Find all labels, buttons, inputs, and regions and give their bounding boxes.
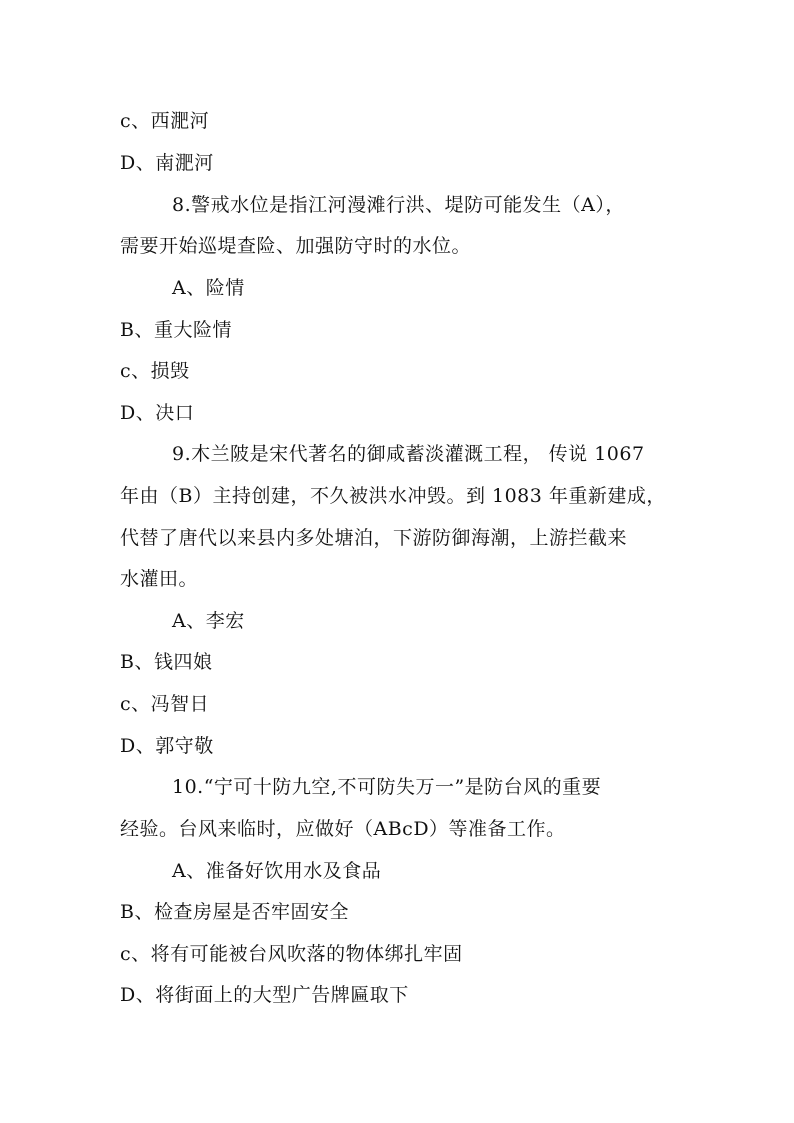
question-10-line-1: 10.“宁可十防九空,不可防失万一”是防台风的重要	[172, 776, 602, 798]
option-d-q7: D、南淝河	[120, 152, 214, 174]
question-8-line-1: 8.警戒水位是指江河漫滩行洪、堤防可能发生（A），	[172, 194, 625, 216]
question-8-line-2: 需要开始巡堤查险、加强防守时的水位。	[120, 235, 472, 257]
question-9-line-3: 代替了唐代以来县内多处塘泊，下游防御海潮，上游拦截来	[120, 527, 628, 549]
option-b-q9: B、钱四娘	[120, 651, 213, 673]
question-9-line-2: 年由（B）主持创建，不久被洪水冲毁。到 1083 年重新建成，	[120, 485, 666, 507]
option-a-q10: A、准备好饮用水及食品	[172, 860, 382, 882]
option-d-q9: D、郭守敬	[120, 735, 214, 757]
option-a-q9: A、李宏	[172, 610, 245, 632]
option-a-q8: A、险情	[172, 277, 245, 299]
question-10-line-2: 经验。台风来临时，应做好（ABcD）等准备工作。	[120, 818, 566, 840]
option-b-q10: B、检查房屋是否牢固安全	[120, 901, 349, 923]
option-b-q8: B、重大险情	[120, 319, 232, 341]
option-c-q9: c、冯智日	[120, 693, 210, 715]
option-d-q10: D、将街面上的大型广告牌匾取下	[120, 984, 409, 1006]
option-c-q8: c、损毁	[120, 360, 190, 382]
option-c-q10: c、将有可能被台风吹落的物体绑扎牢固	[120, 943, 463, 965]
option-d-q8: D、决口	[120, 402, 195, 424]
option-c-q7: c、西淝河	[120, 110, 210, 132]
question-9-line-4: 水灌田。	[120, 568, 199, 590]
question-9-line-1: 9.木兰陂是宋代著名的御咸蓄淡灌溉工程， 传说 1067	[172, 443, 645, 465]
